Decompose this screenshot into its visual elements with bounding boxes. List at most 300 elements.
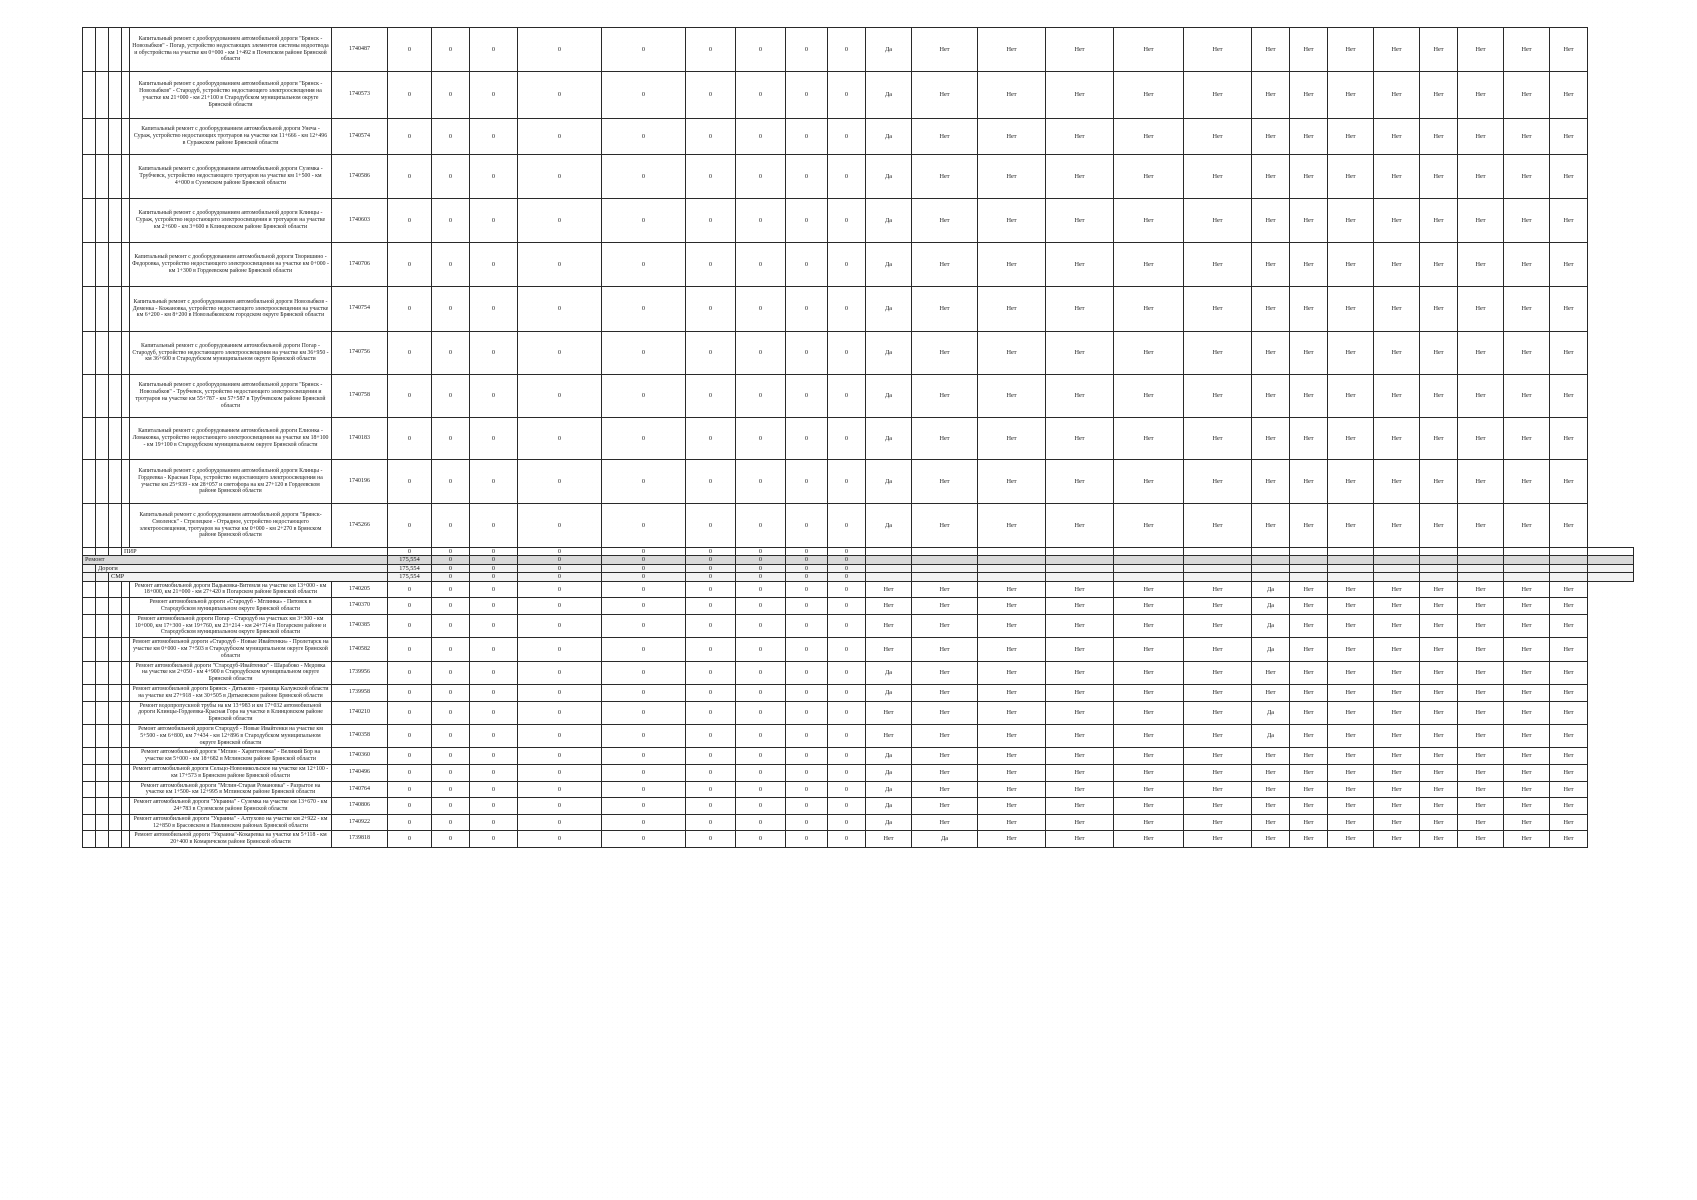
flag-cell: Нет [912, 748, 978, 765]
indent-cell [83, 598, 96, 615]
empty-cell [866, 556, 912, 564]
flag-cell: Да [866, 119, 912, 155]
table-row [83, 287, 1634, 332]
value-cell: 0 [518, 701, 602, 724]
object-code: 1740360 [332, 748, 388, 765]
value-cell: 0 [432, 684, 470, 701]
object-description: Капитальный ремонт с дооборудованием автомобильной дороги Суземка - Трубчевск, устройство недостающего тротуаров на участке км 1+500 - км 4+000 в Суземском районе Брянской области [130, 155, 332, 199]
flag-cell: Нет [1046, 287, 1114, 332]
repair-total-row [83, 556, 1634, 564]
flag-cell: Нет [1252, 684, 1290, 701]
value-cell: 0 [432, 375, 470, 418]
value-cell: 0 [786, 155, 828, 199]
empty-cell [1550, 548, 1588, 556]
value-cell: 0 [686, 119, 736, 155]
value-cell: 0 [686, 332, 736, 375]
indent-cell [109, 831, 122, 848]
value-cell: 0 [736, 581, 786, 598]
value-cell: 0 [602, 155, 686, 199]
indent-cell [122, 781, 130, 798]
object-code: 1740205 [332, 581, 388, 598]
indent-cell [83, 119, 96, 155]
flag-cell: Нет [978, 724, 1046, 747]
flag-cell: Нет [912, 418, 978, 460]
value-cell: 0 [786, 375, 828, 418]
flag-cell: Нет [1420, 661, 1458, 684]
flag-cell: Нет [1184, 460, 1252, 504]
value-cell: 0 [786, 287, 828, 332]
flag-cell: Нет [1328, 781, 1374, 798]
flag-cell: Нет [1184, 199, 1252, 243]
flag-cell: Нет [1114, 460, 1184, 504]
table-row [83, 748, 1634, 765]
value-cell: 0 [828, 418, 866, 460]
value-cell: 0 [602, 614, 686, 637]
flag-cell: Нет [1504, 418, 1550, 460]
flag-cell: Да [866, 418, 912, 460]
value-cell: 0 [470, 564, 518, 572]
flag-cell: Нет [1114, 638, 1184, 661]
flag-cell: Нет [1458, 287, 1504, 332]
indent-cell [109, 504, 122, 548]
flag-cell: Да [866, 199, 912, 243]
table-row [83, 814, 1634, 831]
flag-cell: Нет [1252, 798, 1290, 815]
indent-cell [96, 781, 109, 798]
flag-cell: Нет [1046, 684, 1114, 701]
empty-cell [978, 556, 1046, 564]
value-cell: 0 [686, 556, 736, 564]
flag-cell: Нет [1114, 798, 1184, 815]
value-cell: 0 [736, 460, 786, 504]
value-cell: 0 [432, 764, 470, 781]
flag-cell: Нет [978, 504, 1046, 548]
value-cell: 0 [470, 764, 518, 781]
flag-cell: Нет [1458, 638, 1504, 661]
table-row [83, 418, 1634, 460]
flag-cell: Нет [1550, 332, 1588, 375]
object-description: Ремонт автомобильной дороги Сельцо-Новоникольское на участке км 12+100 - км 17+573 в Брянском районе Брянской области [130, 764, 332, 781]
flag-cell: Нет [1550, 701, 1588, 724]
object-code: 1740196 [332, 460, 388, 504]
value-cell: 0 [388, 614, 432, 637]
value-cell: 0 [518, 581, 602, 598]
flag-cell: Нет [1550, 764, 1588, 781]
flag-cell: Нет [1046, 504, 1114, 548]
value-cell: 0 [388, 598, 432, 615]
flag-cell: Нет [1290, 831, 1328, 848]
empty-cell [1290, 548, 1328, 556]
value-cell: 0 [686, 504, 736, 548]
flag-cell: Нет [912, 72, 978, 119]
value-cell: 0 [786, 199, 828, 243]
flag-cell: Нет [1046, 155, 1114, 199]
value-cell: 0 [828, 781, 866, 798]
empty-cell [1328, 556, 1374, 564]
indent-cell [109, 375, 122, 418]
empty-cell [1374, 548, 1420, 556]
value-cell: 0 [736, 332, 786, 375]
indent-cell [109, 661, 122, 684]
value-cell: 0 [686, 831, 736, 848]
object-description: Капитальный ремонт с дооборудованием автомобильной дороги Погар - Стародуб, устройство недостающего электроосвещения на участке км 36+950 - км 36+600 в Стародубском муниципальном округе Брянской области [130, 332, 332, 375]
flag-cell: Нет [1458, 375, 1504, 418]
indent-cell [109, 287, 122, 332]
empty-cell [1458, 573, 1504, 581]
empty-cell [1458, 548, 1504, 556]
flag-cell: Нет [866, 614, 912, 637]
value-cell: 0 [786, 28, 828, 72]
flag-cell: Нет [1420, 701, 1458, 724]
value-cell: 0 [518, 684, 602, 701]
value-cell: 175,554 [388, 556, 432, 564]
flag-cell: Нет [1184, 661, 1252, 684]
flag-cell: Нет [1374, 798, 1420, 815]
indent-cell [83, 724, 96, 747]
value-cell: 0 [686, 701, 736, 724]
value-cell: 0 [786, 460, 828, 504]
flag-cell: Нет [912, 638, 978, 661]
value-cell: 0 [470, 155, 518, 199]
flag-cell: Нет [1420, 798, 1458, 815]
value-cell: 0 [786, 504, 828, 548]
value-cell: 0 [432, 798, 470, 815]
value-cell: 0 [602, 764, 686, 781]
flag-cell: Нет [978, 798, 1046, 815]
flag-cell: Нет [866, 598, 912, 615]
value-cell: 0 [686, 598, 736, 615]
flag-cell: Нет [1290, 243, 1328, 287]
flag-cell: Нет [1184, 72, 1252, 119]
flag-cell: Нет [978, 243, 1046, 287]
indent-cell [83, 684, 96, 701]
value-cell: 0 [736, 504, 786, 548]
flag-cell: Нет [1458, 581, 1504, 598]
value-cell: 0 [602, 781, 686, 798]
flag-cell: Нет [978, 831, 1046, 848]
indent-cell [83, 28, 96, 72]
value-cell: 0 [786, 119, 828, 155]
flag-cell: Да [866, 332, 912, 375]
flag-cell: Нет [1046, 243, 1114, 287]
flag-cell: Нет [1184, 724, 1252, 747]
flag-cell: Нет [1420, 581, 1458, 598]
indent-cell [109, 701, 122, 724]
indent-cell [83, 504, 96, 548]
value-cell: 0 [786, 724, 828, 747]
indent-cell [122, 764, 130, 781]
flag-cell: Нет [1046, 831, 1114, 848]
value-cell: 0 [470, 375, 518, 418]
value-cell: 0 [828, 573, 866, 581]
flag-cell: Нет [1374, 28, 1420, 72]
indent-cell [122, 701, 130, 724]
flag-cell: Нет [1184, 28, 1252, 72]
value-cell: 0 [388, 831, 432, 848]
object-code: 1740764 [332, 781, 388, 798]
flag-cell: Нет [1114, 28, 1184, 72]
object-code: 1740754 [332, 287, 388, 332]
flag-cell: Нет [1550, 638, 1588, 661]
empty-cell [1252, 573, 1290, 581]
value-cell: 0 [470, 748, 518, 765]
indent-cell [83, 418, 96, 460]
flag-cell: Да [866, 781, 912, 798]
empty-cell [1550, 556, 1588, 564]
value-cell: 0 [470, 781, 518, 798]
flag-cell: Нет [1374, 418, 1420, 460]
value-cell: 0 [786, 764, 828, 781]
flag-cell: Нет [1420, 287, 1458, 332]
flag-cell: Нет [1290, 199, 1328, 243]
indent-cell [122, 119, 130, 155]
value-cell: 0 [518, 798, 602, 815]
flag-cell: Нет [1252, 661, 1290, 684]
value-cell: 0 [470, 598, 518, 615]
value-cell: 0 [432, 701, 470, 724]
indent-cell [96, 598, 109, 615]
indent-cell [109, 684, 122, 701]
value-cell: 0 [786, 573, 828, 581]
value-cell: 0 [388, 119, 432, 155]
value-cell: 0 [736, 199, 786, 243]
indent-cell [83, 332, 96, 375]
indent-cell [109, 72, 122, 119]
flag-cell: Нет [1374, 684, 1420, 701]
flag-cell: Нет [1114, 199, 1184, 243]
object-code: 1740586 [332, 155, 388, 199]
table-row [83, 614, 1634, 637]
indent-cell [109, 764, 122, 781]
flag-cell: Нет [1290, 119, 1328, 155]
indent-cell [109, 418, 122, 460]
table-body [83, 28, 1634, 848]
value-cell: 0 [470, 504, 518, 548]
value-cell: 0 [518, 155, 602, 199]
indent-cell [96, 119, 109, 155]
value-cell: 0 [518, 548, 602, 556]
value-cell: 0 [388, 638, 432, 661]
value-cell: 0 [786, 701, 828, 724]
indent-cell [122, 243, 130, 287]
value-cell: 0 [432, 72, 470, 119]
flag-cell: Нет [1114, 581, 1184, 598]
value-cell: 0 [786, 598, 828, 615]
object-description: Капитальный ремонт с дооборудованием автомобильной дороги Новозыбков - Деменка - Кожановка, устройство недостающего электроосвещения на участке км 6+200 - км 8+200 в Новозыбковском городском округе Брянской области [130, 287, 332, 332]
value-cell: 0 [602, 243, 686, 287]
flag-cell: Нет [1046, 199, 1114, 243]
empty-cell [1114, 564, 1184, 572]
flag-cell: Нет [1046, 814, 1114, 831]
flag-cell: Нет [1420, 243, 1458, 287]
value-cell: 0 [686, 460, 736, 504]
value-cell: 0 [736, 831, 786, 848]
value-cell: 0 [470, 814, 518, 831]
flag-cell: Нет [1504, 614, 1550, 637]
indent-cell [96, 418, 109, 460]
value-cell: 0 [388, 460, 432, 504]
object-code: 1740496 [332, 764, 388, 781]
indent-cell [122, 418, 130, 460]
flag-cell: Да [866, 661, 912, 684]
empty-cell [1550, 573, 1588, 581]
flag-cell: Нет [1046, 581, 1114, 598]
indent-cell [83, 638, 96, 661]
empty-cell [1374, 556, 1420, 564]
value-cell: 0 [686, 243, 736, 287]
flag-cell: Да [866, 155, 912, 199]
flag-cell: Нет [1550, 199, 1588, 243]
object-code: 1740756 [332, 332, 388, 375]
value-cell: 0 [828, 581, 866, 598]
value-cell: 0 [518, 724, 602, 747]
flag-cell: Нет [1374, 831, 1420, 848]
empty-cell [1458, 556, 1504, 564]
indent-cell [122, 28, 130, 72]
indent-cell [83, 781, 96, 798]
value-cell: 0 [470, 28, 518, 72]
value-cell: 0 [388, 504, 432, 548]
value-cell: 0 [432, 831, 470, 848]
value-cell: 0 [686, 287, 736, 332]
flag-cell: Нет [1184, 638, 1252, 661]
value-cell: 0 [602, 72, 686, 119]
value-cell: 0 [828, 556, 866, 564]
flag-cell: Нет [1184, 701, 1252, 724]
indent-cell [83, 460, 96, 504]
value-cell: 0 [828, 243, 866, 287]
flag-cell: Нет [1458, 701, 1504, 724]
empty-cell [1588, 556, 1634, 564]
flag-cell: Нет [1252, 781, 1290, 798]
value-cell: 0 [470, 199, 518, 243]
flag-cell: Нет [1290, 661, 1328, 684]
flag-cell: Нет [1458, 332, 1504, 375]
value-cell: 0 [602, 724, 686, 747]
flag-cell: Нет [1374, 332, 1420, 375]
flag-cell: Нет [1290, 684, 1328, 701]
empty-cell [1550, 564, 1588, 572]
flag-cell: Да [1252, 701, 1290, 724]
flag-cell: Нет [978, 684, 1046, 701]
value-cell: 0 [432, 581, 470, 598]
flag-cell: Нет [1420, 199, 1458, 243]
flag-cell: Нет [1046, 119, 1114, 155]
indent-cell [83, 287, 96, 332]
empty-cell [1328, 573, 1374, 581]
flag-cell: Нет [1114, 504, 1184, 548]
value-cell: 0 [736, 748, 786, 765]
value-cell: 0 [736, 764, 786, 781]
flag-cell: Нет [1458, 155, 1504, 199]
value-cell: 0 [686, 564, 736, 572]
flag-cell: Нет [1114, 598, 1184, 615]
flag-cell: Нет [1114, 814, 1184, 831]
empty-cell [912, 573, 978, 581]
value-cell: 0 [518, 564, 602, 572]
value-cell: 0 [786, 614, 828, 637]
value-cell: 0 [518, 598, 602, 615]
value-cell: 0 [388, 748, 432, 765]
object-code: 1740922 [332, 814, 388, 831]
value-cell: 0 [388, 684, 432, 701]
flag-cell: Нет [1184, 119, 1252, 155]
flag-cell: Нет [1290, 798, 1328, 815]
flag-cell: Нет [1046, 614, 1114, 637]
flag-cell: Да [866, 243, 912, 287]
value-cell: 0 [470, 724, 518, 747]
flag-cell: Да [1252, 724, 1290, 747]
flag-cell: Нет [978, 332, 1046, 375]
value-cell: 0 [786, 72, 828, 119]
value-cell: 0 [518, 661, 602, 684]
object-code: 1740758 [332, 375, 388, 418]
flag-cell: Нет [1420, 418, 1458, 460]
indent-cell [96, 332, 109, 375]
flag-cell: Нет [1420, 72, 1458, 119]
value-cell: 0 [736, 598, 786, 615]
value-cell: 0 [602, 548, 686, 556]
indent-cell [122, 598, 130, 615]
flag-cell: Нет [1290, 155, 1328, 199]
value-cell: 0 [786, 798, 828, 815]
value-cell: 0 [736, 564, 786, 572]
flag-cell: Нет [1374, 199, 1420, 243]
group-label: СМР [109, 573, 388, 581]
flag-cell: Нет [912, 598, 978, 615]
indent-cell [83, 764, 96, 781]
flag-cell: Нет [978, 28, 1046, 72]
indent-cell [96, 28, 109, 72]
flag-cell: Нет [1420, 724, 1458, 747]
flag-cell: Нет [1328, 460, 1374, 504]
flag-cell: Нет [1504, 504, 1550, 548]
indent-cell [122, 748, 130, 765]
flag-cell: Нет [1184, 243, 1252, 287]
flag-cell: Нет [1046, 332, 1114, 375]
flag-cell: Нет [1046, 724, 1114, 747]
value-cell: 0 [518, 287, 602, 332]
value-cell: 0 [786, 831, 828, 848]
value-cell: 0 [470, 661, 518, 684]
indent-cell [96, 724, 109, 747]
flag-cell: Нет [1252, 814, 1290, 831]
value-cell: 0 [786, 814, 828, 831]
flag-cell: Нет [1290, 638, 1328, 661]
value-cell: 0 [388, 418, 432, 460]
value-cell: 0 [736, 614, 786, 637]
table-row [83, 598, 1634, 615]
flag-cell: Нет [1252, 504, 1290, 548]
object-code: 1740582 [332, 638, 388, 661]
value-cell: 0 [602, 748, 686, 765]
flag-cell: Нет [1328, 701, 1374, 724]
flag-cell: Нет [1420, 831, 1458, 848]
flag-cell: Нет [1252, 155, 1290, 199]
group-label: ПИР [122, 548, 388, 556]
flag-cell: Нет [1458, 748, 1504, 765]
empty-cell [1046, 556, 1114, 564]
flag-cell: Нет [1184, 781, 1252, 798]
flag-cell: Нет [1504, 72, 1550, 119]
flag-cell: Нет [1374, 119, 1420, 155]
value-cell: 0 [432, 748, 470, 765]
table-row [83, 332, 1634, 375]
flag-cell: Нет [1328, 661, 1374, 684]
flag-cell: Нет [1290, 598, 1328, 615]
table-row [83, 724, 1634, 747]
flag-cell: Нет [1328, 332, 1374, 375]
